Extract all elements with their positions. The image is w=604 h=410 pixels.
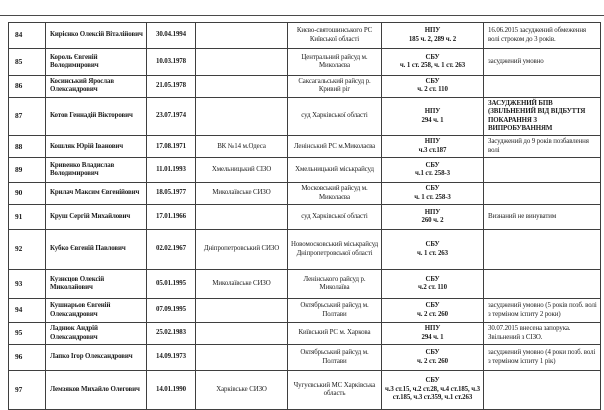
verdict-notes — [484, 76, 601, 98]
birth-date: 21.05.1978 — [147, 76, 196, 98]
detention-place: ВК №14 м.Одеса — [196, 136, 288, 158]
verdict-notes: 16.06.2015 засуджений обмеження волі строком до 3 років. — [484, 23, 601, 49]
charge-articles: ч. 2 ст. 260 — [416, 357, 448, 365]
court-name: Ленінського райсуд р. Миколаїва — [288, 270, 382, 299]
court-name: Київський РС м. Харкова — [288, 323, 382, 345]
charges-cell — [382, 49, 484, 76]
prisoner-name: Кошляк Юрій Іванович — [46, 136, 147, 158]
table-row — [9, 270, 601, 299]
row-number: 94 — [9, 299, 46, 323]
charge-articles: ч. 1 ст. 258, ч. 1 ст. 263 — [399, 62, 466, 69]
charges-cell — [382, 98, 484, 137]
court-name: суд Харківської області — [288, 98, 382, 137]
court-name: Центральний райсуд м. Миколаєва — [288, 49, 382, 76]
table-row — [9, 49, 601, 76]
detention-place — [196, 345, 288, 371]
court-name: Новомосковський міськрайсуд Дніпропетровської області — [288, 230, 382, 270]
detention-place — [196, 49, 288, 76]
charge-agency: НПУ — [424, 325, 441, 333]
row-number: 91 — [9, 205, 46, 230]
table-row — [9, 299, 601, 323]
court-name: Києво-святошинського РС Київської області — [288, 23, 382, 49]
charges-cell — [382, 158, 484, 183]
detention-place: Дніпропетровський СИЗО — [196, 230, 288, 270]
detention-place — [196, 323, 288, 345]
row-number: 86 — [9, 76, 46, 98]
detention-place — [196, 98, 288, 137]
charges-cell — [382, 183, 484, 205]
charges-cell — [382, 76, 484, 98]
row-number: 95 — [9, 323, 46, 345]
verdict-notes — [484, 270, 601, 299]
charge-agency: СБУ — [425, 185, 440, 193]
prisoner-name: Круш Сергій Михайлович — [46, 205, 147, 230]
verdict-notes: Засуджений до 9 років позбавлення волі — [484, 136, 601, 158]
charge-articles: ч. 2 ст. 110 — [417, 86, 448, 94]
verdict-notes: ЗАСУДЖЕНИЙ БПВ (ЗВІЛЬНЕНИЙ ВІД ВІДБУТТЯ ПОКАРАННЯ З ВИПРОБУВАННЯМ — [484, 98, 601, 137]
table-row — [9, 371, 601, 410]
birth-date: 30.04.1994 — [147, 23, 196, 49]
court-name: Октябрьський райсуд м. Полтави — [288, 345, 382, 371]
detention-place: Хмельницький СІЗО — [196, 158, 288, 183]
charges-cell — [382, 371, 484, 410]
charge-agency: СБУ — [425, 241, 440, 249]
charge-articles: ч.1 ст. 258-3 — [415, 170, 450, 178]
row-number: 84 — [9, 23, 46, 49]
birth-date: 25.02.1983 — [147, 323, 196, 345]
verdict-notes — [484, 183, 601, 205]
prisoners-table — [8, 22, 601, 410]
prisoner-name: Кубко Євгеній Павлович — [46, 230, 147, 270]
court-name: Октябрьський райсуд м. Полтави — [288, 299, 382, 323]
table-row — [9, 205, 601, 230]
birth-date: 17.01.1966 — [147, 205, 196, 230]
charges-cell — [382, 299, 484, 323]
previous-row-border — [0, 15, 604, 16]
verdict-notes — [484, 371, 601, 410]
court-name: Хмельницький міськрайсуд — [288, 158, 382, 183]
row-number: 88 — [9, 136, 46, 158]
table-row — [9, 183, 601, 205]
verdict-notes: 30.07.2015 внесена запорука. Звільнений з СІЗО. — [484, 323, 601, 345]
birth-date: 17.08.1971 — [147, 136, 196, 158]
table-row — [9, 323, 601, 345]
charges-cell — [382, 23, 484, 49]
charge-articles: ч. 2 ст. 260 — [416, 310, 448, 318]
table-row — [9, 345, 601, 371]
charge-agency: СБУ — [425, 53, 440, 61]
birth-date: 14.09.1973 — [147, 345, 196, 371]
birth-date: 14.01.1990 — [147, 371, 196, 410]
prisoner-name: Кирієнко Олексій Віталійович — [46, 23, 147, 49]
row-number: 85 — [9, 49, 46, 76]
court-name: суд Харківської області — [288, 205, 382, 230]
charges-cell — [382, 230, 484, 270]
prisoner-name: Кривенко Владислав Володимирович — [46, 158, 147, 183]
charge-agency: НПУ — [424, 108, 441, 116]
birth-date: 23.07.1974 — [147, 98, 196, 137]
charge-articles: ч.3 ст.187 — [418, 146, 447, 154]
birth-date: 02.02.1967 — [147, 230, 196, 270]
table-row — [9, 76, 601, 98]
verdict-notes — [484, 230, 601, 270]
court-name: Чугуєвський МС Харківська область — [288, 371, 382, 410]
table-row — [9, 136, 601, 158]
prisoner-name: Косинський Ярослав Олександрович — [46, 76, 147, 98]
charge-agency: СБУ — [425, 377, 440, 385]
charge-agency: СБУ — [425, 275, 440, 283]
verdict-notes: Визнаний не винуватим — [484, 205, 601, 230]
charge-articles: 260 ч. 2 — [421, 217, 444, 225]
charge-articles: ч. 1 ст. 258-3 — [414, 193, 451, 201]
charge-articles: 294 ч. 1 — [421, 333, 444, 341]
table-row — [9, 158, 601, 183]
charge-agency: НПУ — [424, 27, 441, 35]
charge-agency: СБУ — [425, 349, 440, 357]
charges-cell — [382, 323, 484, 345]
prisoner-name: Кузнєцов Олексій Миколайович — [46, 270, 147, 299]
prisoner-name: Крилач Максим Євгенійович — [46, 183, 147, 205]
charge-agency: СБУ — [425, 302, 440, 310]
row-number: 89 — [9, 158, 46, 183]
table-row — [9, 230, 601, 270]
birth-date: 18.05.1977 — [147, 183, 196, 205]
row-number: 87 — [9, 98, 46, 137]
detention-place — [196, 205, 288, 230]
detention-place: Миколаївське СИЗО — [196, 183, 288, 205]
prisoner-name: Кушнарьов Євгеній Олександрович — [46, 299, 147, 323]
row-number: 96 — [9, 345, 46, 371]
charges-cell — [382, 136, 484, 158]
charge-agency: СБУ — [425, 161, 440, 169]
charges-cell — [382, 205, 484, 230]
table-row — [9, 98, 601, 137]
verdict-notes: засуджений умовно — [484, 49, 601, 76]
prisoner-name: Ладнюк Андрій Олександрович — [46, 323, 147, 345]
detention-place — [196, 76, 288, 98]
charge-articles: ч. 1 ст. 263 — [416, 249, 448, 257]
birth-date: 07.09.1995 — [147, 299, 196, 323]
verdict-notes: засуджений умовно (5 років позб. волі з терміном іспиту 2 роки) — [484, 299, 601, 323]
prisoner-name: Котов Геннадій Вікторович — [46, 98, 147, 137]
birth-date: 10.03.1978 — [147, 49, 196, 76]
detention-place — [196, 23, 288, 49]
detention-place: Харківське СИЗО — [196, 371, 288, 410]
detention-place: Миколаївське СИЗО — [196, 270, 288, 299]
charge-articles: ч.3 ст.15, ч.2 ст.28, ч.4 ст.185, ч.3 ст.185, ч.3 ст.359, ч.1 ст.263 — [384, 385, 481, 402]
birth-date: 05.01.1995 — [147, 270, 196, 299]
birth-date: 11.01.1993 — [147, 158, 196, 183]
charge-agency: СБУ — [425, 78, 440, 85]
row-number: 97 — [9, 371, 46, 410]
table-row — [9, 23, 601, 49]
verdict-notes: засуджений умовно (4 роки позб. волі з терміном іспиту 1 рік) — [484, 345, 601, 371]
court-name: Московський райсуд м. Миколаєва — [288, 183, 382, 205]
prisoner-name: Король Євгеній Володимирович — [46, 49, 147, 76]
verdict-notes — [484, 158, 601, 183]
court-name: Саксагальський райсуд р. Кривий ріг — [288, 76, 382, 98]
charge-articles: ч.2 ст. 110 — [417, 284, 447, 292]
detention-place — [196, 299, 288, 323]
row-number: 93 — [9, 270, 46, 299]
charge-articles: 185 ч. 2, 289 ч. 2 — [408, 35, 457, 43]
row-number: 90 — [9, 183, 46, 205]
prisoner-name: Лемзяков Михайло Олегович — [46, 371, 147, 410]
charges-cell — [382, 345, 484, 371]
charges-cell — [382, 270, 484, 299]
prisoner-name: Лапко Ігор Олександрович — [46, 345, 147, 371]
charge-agency: НПУ — [424, 138, 441, 146]
row-number: 92 — [9, 230, 46, 270]
charge-agency: НПУ — [424, 208, 441, 216]
court-name: Ленінський РС м.Миколаєва — [288, 136, 382, 158]
charge-articles: 294 ч. 1 — [421, 116, 444, 124]
